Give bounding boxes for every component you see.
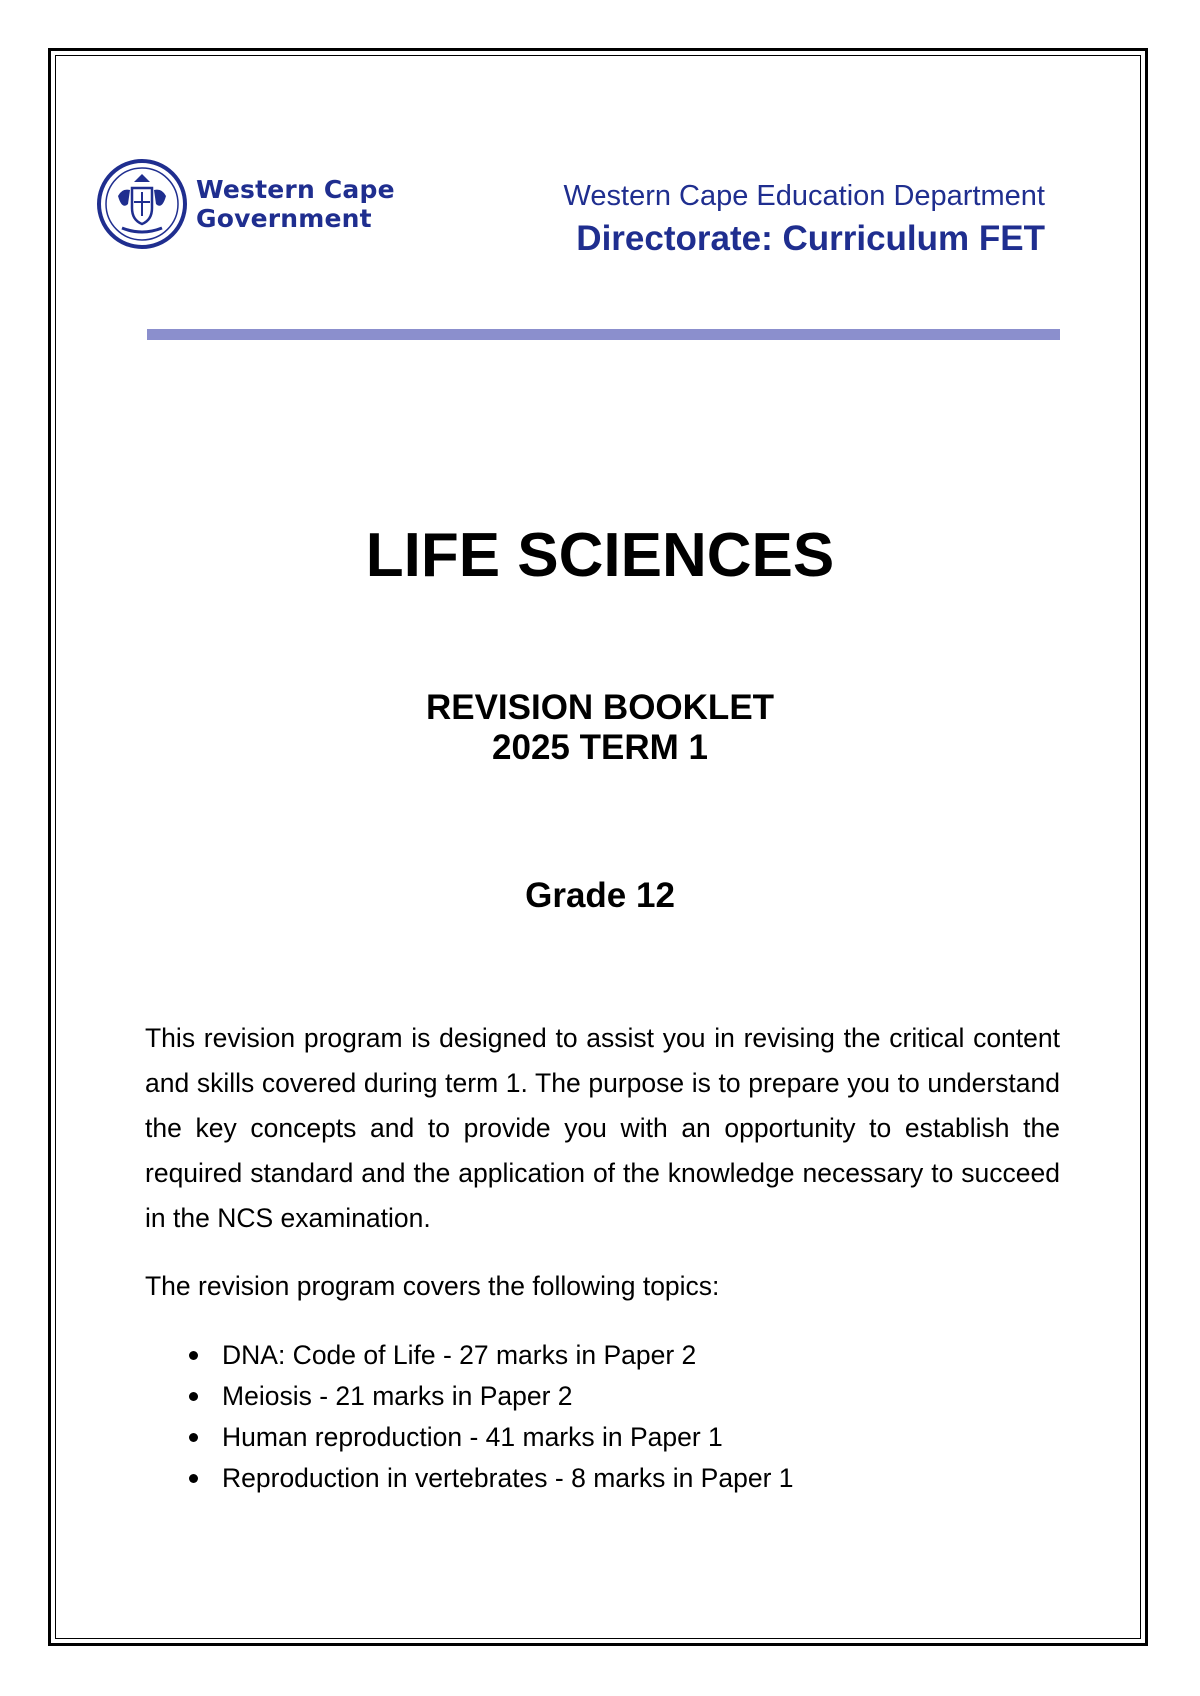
topics-list bbox=[145, 1335, 794, 1499]
department-name: Western Cape Education Department bbox=[563, 180, 1045, 212]
document-title: LIFE SCIENCES bbox=[365, 521, 835, 590]
topic-text: Reproduction in vertebrates - 8 marks in Paper 1 bbox=[222, 1463, 794, 1493]
logo-line-2: Government bbox=[196, 204, 372, 233]
bullet-icon bbox=[189, 1474, 198, 1483]
directorate-name: Directorate: Curriculum FET bbox=[576, 219, 1045, 258]
bullet-icon bbox=[189, 1351, 198, 1360]
subtitle-line-1: REVISION BOOKLET bbox=[425, 688, 775, 727]
department-header bbox=[564, 178, 1045, 262]
list-item bbox=[145, 1376, 794, 1417]
topics-lead: The revision program covers the following topics: bbox=[145, 1271, 720, 1301]
header-divider bbox=[147, 329, 1060, 340]
topic-text: Human reproduction - 41 marks in Paper 1 bbox=[222, 1422, 723, 1452]
logo-wordmark bbox=[196, 175, 395, 233]
topic-text: DNA: Code of Life - 27 marks in Paper 2 bbox=[222, 1340, 697, 1370]
coat-of-arms-icon bbox=[96, 158, 188, 250]
bullet-icon bbox=[189, 1433, 198, 1442]
intro-paragraph: This revision program is designed to assist you in revising the critical content and skills covered during term 1. The purpose is to prepare you to understand the key concepts and to provide you with an opportunity to establish the required standard and the application of the knowledge necessary to succeed in the NCS examination. bbox=[145, 1023, 1060, 1233]
western-cape-government-logo bbox=[96, 158, 416, 250]
grade-label: Grade 12 bbox=[525, 876, 675, 915]
list-item bbox=[145, 1458, 794, 1499]
subtitle-line-2: 2025 TERM 1 bbox=[492, 728, 708, 767]
logo-line-1: Western Cape bbox=[196, 175, 395, 204]
topic-text: Meiosis - 21 marks in Paper 2 bbox=[222, 1381, 573, 1411]
list-item bbox=[145, 1335, 794, 1376]
bullet-icon bbox=[189, 1392, 198, 1401]
document-subtitle bbox=[0, 688, 1200, 768]
list-item bbox=[145, 1417, 794, 1458]
